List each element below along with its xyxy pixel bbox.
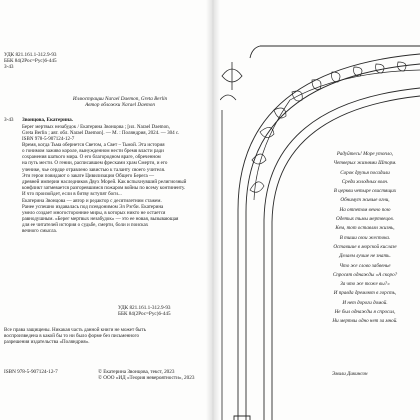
bio-line: умело создает многосторонние миры, в которых никто не остается: [22, 209, 166, 216]
credits: [50, 96, 190, 108]
poem-line: На отпетом вечно пою: [339, 206, 391, 213]
rights-line: разрешения издательства «Поляндрия».: [4, 339, 90, 346]
rights-line: Все права защищены. Никакая часть данной книги не может быть: [4, 327, 146, 333]
bibliographic-description: [22, 117, 202, 234]
poem-line: Среди холодных волн.: [341, 178, 389, 185]
annotation-paragraph: [22, 173, 202, 197]
bbk-code: ББК 84(2Рос=Рус)6-445: [118, 311, 171, 318]
cover-credit: Автор обложки Narael Daemon: [85, 102, 155, 109]
bio-line: для ее читателей история о судьбе, смерти, боли и поисках: [22, 221, 149, 228]
classification-top: [4, 52, 57, 71]
author-bio-paragraph: [22, 198, 202, 234]
author-line: Звонцова, Екатерина.: [22, 117, 73, 123]
author-key: З-43: [4, 64, 14, 71]
annotation-line: сохранения шаткого мира. О его благородном враге, обреченном: [22, 154, 161, 161]
poem-line: Что же слово забвенье: [339, 262, 391, 269]
annotation-line: Время, когда Тьма обернется Светом, а Свет – Тьмой. Эта история: [22, 142, 165, 149]
bio-line: вечного смысла.: [22, 228, 58, 234]
poem-line: Обнимут живые огни,: [340, 197, 390, 204]
isbn: ISBN 978-5-907124-12-7: [4, 369, 58, 375]
bio-line: равнодушным. «Берег мертвых незабудок» — это ее новая, вызывающая: [22, 215, 179, 222]
udk-code: УДК 821.161.1-312.9-93: [118, 305, 171, 311]
poem-line: Оставшие в морской кислазе: [333, 243, 397, 250]
annotation-line: о гонимом заживо короле, вынужденном нести бремя власти ради: [22, 148, 164, 155]
poem-line: Одетых тьмы мертвецов.: [336, 216, 394, 223]
annotation-line: И что произойдет, если в битву вступят боги...: [22, 191, 122, 198]
annotation-line: древней империи наследников Двух Морей. Как вспыхнувший религиозный: [22, 179, 187, 186]
description-line: Берег мертвых незабудок / Екатерина Звонцова ; [ил. Narael Daemon,: [22, 123, 170, 130]
poem-line: В тиши свои жестока.: [339, 234, 391, 241]
copyright-publisher: © ООО «ИД «Теория невероятности», 2023: [98, 375, 195, 382]
poem-line: Радуйтесь! Море утопло,: [336, 151, 394, 157]
annotation-line: ученике, чье сердце отравлено завистью к таланту своего учителя.: [22, 166, 166, 173]
poem-line: Спросят однажды «А скоро?: [332, 271, 398, 278]
annotation-line: Эти герои повидают о закате Цивилизации Общего Берега —: [22, 173, 155, 180]
copyright-text: © Екатерина Звонцова, текст, 2023: [98, 369, 175, 375]
rights-notice: [4, 327, 200, 345]
bio-line: Ранее успешно издавалась под псевдонимом Эл Рэгби. Екатерина: [22, 203, 164, 210]
author-index: З-43: [4, 117, 14, 123]
poem-line: И правда дремлют в горсть,: [333, 290, 397, 297]
poem-line: За что же тоже вы?»: [340, 281, 390, 288]
poem-line: Не был однажды я спросил,: [334, 309, 396, 316]
poem-line: Делаем лучше не знать.: [339, 253, 391, 260]
poem-line: В церкви четыре свистящих: [333, 188, 397, 195]
classification-bottom: [118, 305, 206, 317]
bbk-code: ББК 84(2Рос=Рус)6-445: [4, 58, 57, 65]
poem-line: И нет дороги домой.: [342, 299, 388, 306]
description-block: [22, 124, 202, 142]
illustrations-credit: Иллюстрации Narael Daemon, Greta Berlin: [72, 96, 168, 102]
bio-line: Екатерина Звонцова — автор и редактор с десятилетним стажем.: [22, 197, 162, 204]
description-line: ISBN 978-5-907124-12-7: [22, 135, 75, 142]
annotation-line: на путь мести. О гении, расписавшем фресками храм Смерти, и его: [22, 160, 168, 167]
description-line: Greta Berlin ; авт. обл. Narael Daemon]. — М. : Поляндрия, 2024. — 304 с.: [22, 129, 180, 136]
poem-line: Ни мертвы одно нет за мной.: [332, 318, 398, 325]
annotation-paragraph: [22, 142, 202, 172]
book-gutter: [206, 0, 220, 420]
poem-author: Эмили Дикинсон: [332, 371, 368, 377]
poem-line: Сорок друзья посадили: [340, 169, 390, 176]
epigraph-poem: [320, 150, 410, 327]
copyright-block: [98, 369, 206, 381]
udk-code: УДК 821.161.1-312.9-93: [4, 52, 57, 58]
annotation-line: конфликт затмевается разгоревшимся пожаром войны по всему континенту.: [22, 185, 186, 192]
poem-line: Кем, тот оставлял жизнь,: [335, 225, 395, 232]
poem-line: Четверых жизнями Шторм.: [333, 160, 397, 167]
rights-line: воспроизведена в какой бы то ни было форме без письменного: [4, 333, 139, 340]
